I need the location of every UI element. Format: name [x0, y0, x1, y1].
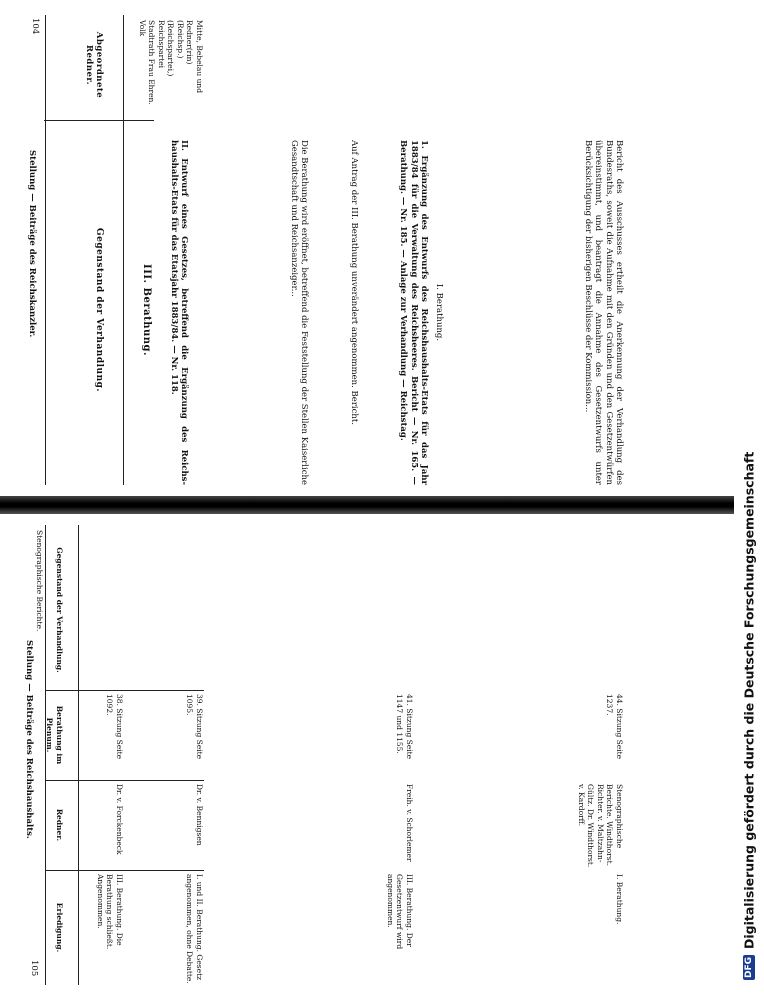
col1-entry: (Reichsp.) — [176, 20, 185, 59]
book-spine — [0, 496, 764, 514]
entry-sitting: 39. Sitzung Seite 1095. — [185, 694, 204, 760]
entry-sitting: 41. Sitzung Seite 1147 und 1155. — [395, 694, 414, 760]
right-page-header: Stellung — Beiträge des Reichshaushalts. — [24, 640, 34, 839]
right-col-divider-2 — [46, 780, 204, 781]
right-col-title-3: Redner. — [55, 808, 64, 842]
sub-heading: I. Berathung. — [434, 283, 444, 342]
item-II: II. Entwurf eines Gesetzes, betreffend die Ergänzung des Reichs-haushalts-Etats für das Etatsjahr 1883/84. — Nr. 118. — [168, 140, 189, 485]
entry-result: I. und II. Berathung. Gesetz angenommen, ohne Debatte. — [185, 874, 204, 984]
right-page-number: 105 — [29, 960, 39, 977]
entry-speaker: Stenographische Berichte. Windthorst. Richter. v. Maltzahn-Gültz. Dr. Windthorst. v. Kardorff. — [577, 784, 624, 868]
item-1: 1. Ergänzung des Entwurfs des Reichshaushalts-Etats für das Jahr 1883/84 für die Verwaltung des Reichsheeres. Bericht — Nr. 165. — Berathung. — Nr. 185. — Anlage zur Verhandlung — Reichstag. — [398, 140, 429, 485]
dfg-logo: DFG — [744, 956, 754, 978]
right-col-rule — [78, 525, 79, 985]
left-col-divider — [44, 120, 154, 121]
right-col-title-4: Erledigung. — [55, 902, 64, 953]
col2-title: Gegenstand der Verhandlung. — [94, 227, 104, 393]
col1-title: Abgeordnete Redner. — [84, 31, 104, 99]
para1: Die Berathung wird eröffnet, betreffend die Feststellung der Stellen Kaiserliche Gesandtschaft und Reichsanzeiger... — [288, 140, 309, 486]
dfg-strip-text-wrap — [736, 20, 762, 980]
left-header-rule — [45, 15, 46, 485]
col1-entry: (Reichspartei,) — [166, 20, 176, 77]
right-col-title-1: Gegenstand der Verhandlung. — [55, 547, 64, 673]
section-title: III. Berathung. — [141, 264, 152, 356]
entry-result: I. Berathung. — [615, 874, 624, 925]
dfg-edge-strip — [734, 0, 764, 1000]
entry-sitting: 38. Sitzung Seite 1092. — [105, 694, 124, 760]
col1-entries — [138, 20, 205, 115]
right-col-title-2: Berathung im Plenum. — [45, 705, 64, 765]
dfg-funding-note: Digitalisierung gefördert durch die Deutsche Forschungsgemeinschaft — [741, 451, 757, 949]
left-page-number: 104 — [30, 18, 40, 35]
entry-speaker: Dr. v. Forckenbeck — [115, 784, 124, 855]
right-col-divider-1 — [46, 690, 204, 691]
col1-entry: Mitte, Bebelau und Redner(rin) — [185, 20, 204, 94]
entry-result: III. Berathung. Die Berathung schließt. Angenommen. — [96, 874, 124, 950]
entry-sitting: 44. Sitzung Seite 1237. — [605, 694, 624, 760]
left-col-rule — [123, 15, 124, 485]
entry-speaker: Freih. v. Schorlemer — [405, 784, 414, 862]
right-col-divider-3 — [46, 870, 204, 871]
left-page-header: Stellung — Beiträge des Reichskanzler. — [27, 150, 37, 338]
entry-result: III. Berathung. Der Gesetzentwurf wird angenommen. — [386, 874, 414, 950]
right-page-footer-note: Stenographische Berichte. — [35, 530, 44, 632]
para2: Auf Antrag der III. Berathung unverändert angenommen. Bericht. — [349, 140, 359, 425]
col1-entry: Stadtrath Frau Ehren. Volk — [138, 20, 157, 105]
col1-entry: Reichspartei — [157, 20, 166, 69]
para3: Bericht des Ausschusses ertheilt die Anerkennung der Verhandlung des Bundesraths, soweit die Aufnahme mit den Gründen und den Gesetzentwürfen übereinstimmt, und beantragt die Annahme des Gesetzentwurfs unter Berücksichtigung der bisherigen Beschlüsse der Kommission... — [583, 140, 624, 485]
entry-speaker: Dr. v. Bennigsen — [195, 784, 204, 846]
